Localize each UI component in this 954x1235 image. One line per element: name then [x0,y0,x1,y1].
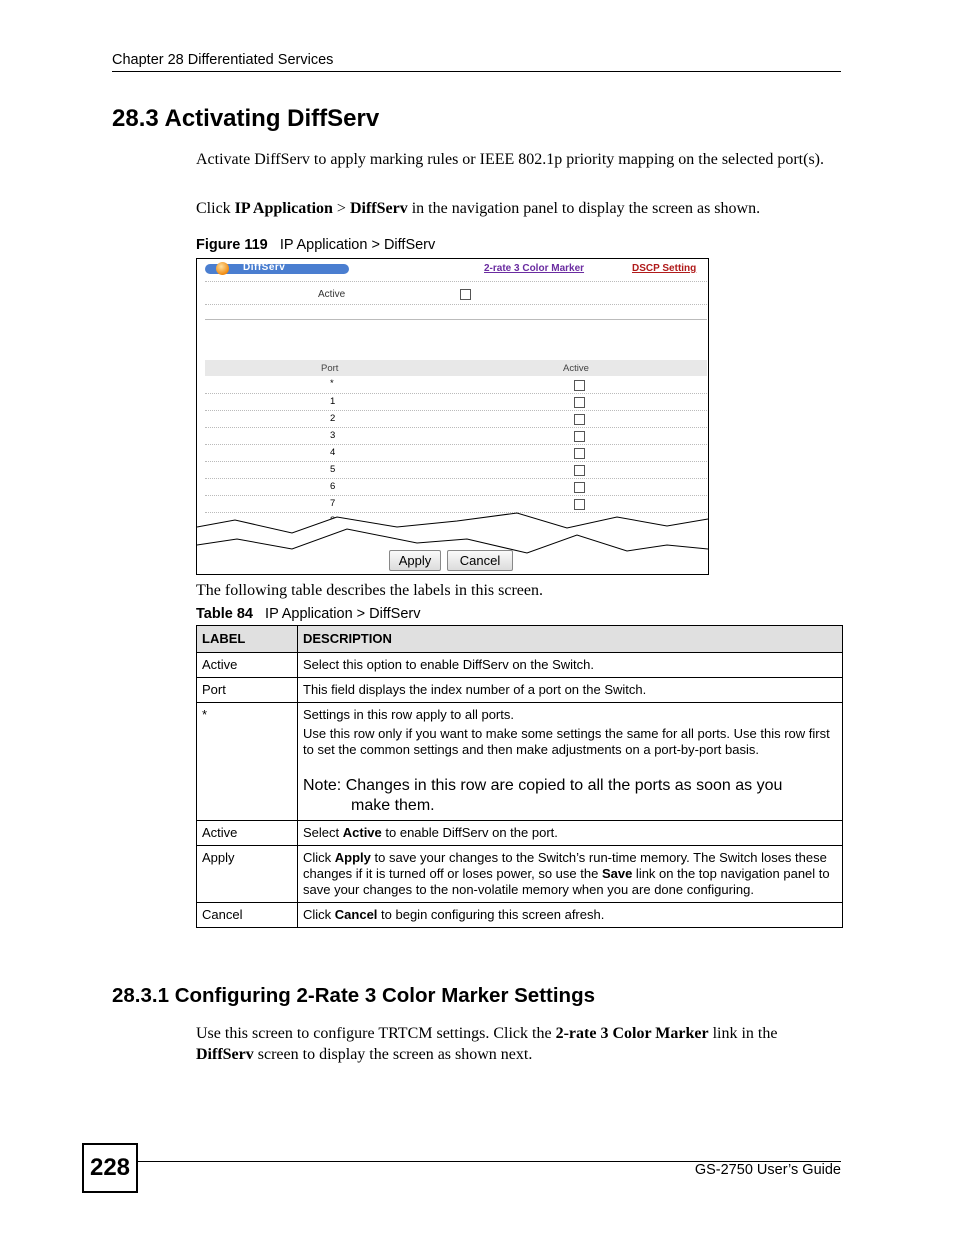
column-label: LABEL [197,626,298,653]
trtcm-link[interactable]: 2-rate 3 Color Marker [484,263,585,274]
figure-caption-text: IP Application > DiffServ [279,237,436,253]
figure-caption [196,237,435,253]
desc-bold: Save [601,866,633,881]
desc-text: Select [303,825,343,840]
nav-diffserv: DiffServ [349,200,408,217]
column-description: DESCRIPTION [298,626,843,653]
row-label: * [197,703,298,821]
note-line-2: make them. [351,797,435,814]
intro-paragraph: Activate DiffServ to apply marking rules or IEEE 802.1p priority mapping on the selected port(s). [196,151,824,168]
desc-text: to save your changes to the Switch’s run-time memory. The Switch loses these changes if it is turned off or loses power, so use the [303,850,827,881]
footer-guide-title: GS-2750 User’s Guide [694,1162,841,1178]
title-orb-icon [216,262,229,275]
desc-bold: Cancel [334,907,378,922]
table-header-row [197,626,843,653]
para-text: screen to display the screen as shown next. [253,1046,533,1063]
active-checkbox[interactable] [460,289,471,300]
row-description [298,703,843,821]
desc-text: Click [303,850,335,865]
port-label-5: 5 [330,464,336,475]
desc-bold: Active [342,825,382,840]
port-active-checkbox-1[interactable] [574,397,585,408]
row-divider [205,444,707,445]
row-label: Active [197,821,298,846]
desc-bold: Apply [334,850,371,865]
section-divider [205,319,707,320]
port-active-checkbox-all[interactable] [574,380,585,391]
row-divider [205,427,707,428]
table-row [197,653,843,678]
row-description [298,821,843,846]
subsection-paragraph [196,1023,826,1065]
table-row [197,821,843,846]
port-label-3: 3 [330,430,336,441]
row-description: This field displays the index number of a port on the Switch. [298,678,843,703]
row-description-line: Settings in this row apply to all ports. [303,707,514,722]
nav-separator: > [332,200,350,217]
column-active: Active [563,363,589,374]
diffserv-screenshot [196,258,709,575]
row-divider [205,495,707,496]
navigation-paragraph [196,198,826,219]
table-row [197,903,843,928]
desc-text: to begin configuring this screen afresh. [377,907,605,922]
section-heading: 28.3 Activating DiffServ [112,105,380,132]
cancel-button[interactable]: Cancel [447,550,513,571]
para-text: Use this screen to configure TRTCM settings. Click the [196,1025,556,1042]
column-port: Port [321,363,339,374]
desc-text: link on the top navigation panel to save your changes to the non-volatile memory when you are done configuring. [303,866,830,897]
active-label: Active [318,289,346,300]
row-divider [205,393,707,394]
row-label: Port [197,678,298,703]
port-label-all: * [330,378,334,389]
port-label-6: 6 [330,481,336,492]
nav-ip-application: IP Application [234,200,333,217]
row-label: Cancel [197,903,298,928]
dscp-setting-link[interactable]: DSCP Setting [632,263,697,274]
port-active-checkbox-6[interactable] [574,482,585,493]
para-text: link in the [708,1025,778,1042]
chapter-header: Chapter 28 Differentiated Services [112,52,334,68]
port-table-header [205,360,707,376]
row-divider [205,410,707,411]
port-label-1: 1 [330,396,336,407]
note-line-1: Note: Changes in this row are copied to all the ports as soon as you [303,777,783,794]
port-active-checkbox-2[interactable] [574,414,585,425]
nav-suffix: in the navigation panel to display the screen as shown. [407,200,761,217]
row-description [298,903,843,928]
screen-title: DiffServ [243,262,286,273]
row-label: Active [197,653,298,678]
port-active-checkbox-5[interactable] [574,465,585,476]
port-label-4: 4 [330,447,336,458]
row-divider [205,478,707,479]
table-label: Table 84 [196,606,253,622]
nav-prefix: Click [196,200,235,217]
active-row [205,281,707,305]
table-caption-text: IP Application > DiffServ [265,606,421,622]
table-row [197,703,843,821]
row-description: Select this option to enable DiffServ on the Switch. [298,653,843,678]
figure-label: Figure 119 [196,237,268,253]
table-caption [196,606,420,622]
port-active-checkbox-4[interactable] [574,448,585,459]
table-intro-paragraph: The following table describes the labels in this screen. [196,582,544,599]
table-row [197,846,843,903]
apply-button[interactable]: Apply [389,550,441,571]
desc-text: to enable DiffServ on the port. [381,825,558,840]
row-description-line: Use this row only if you want to make some settings the same for all ports. Use this row first to set the common settings and then make adjustments on a port-by-port basis. [303,726,830,757]
header-rule [112,71,841,72]
desc-text: Click [303,907,335,922]
row-description [298,846,843,903]
port-label-2: 2 [330,413,336,424]
table-row [197,678,843,703]
page-number: 228 [82,1143,138,1193]
port-active-checkbox-3[interactable] [574,431,585,442]
subsection-heading: 28.3.1 Configuring 2-Rate 3 Color Marker Settings [112,984,595,1007]
row-divider [205,461,707,462]
description-table [196,625,843,928]
para-bold: DiffServ [196,1046,254,1063]
para-bold: 2-rate 3 Color Marker [555,1025,709,1042]
row-label: Apply [197,846,298,903]
note [303,776,836,816]
port-label-7: 7 [330,498,336,509]
